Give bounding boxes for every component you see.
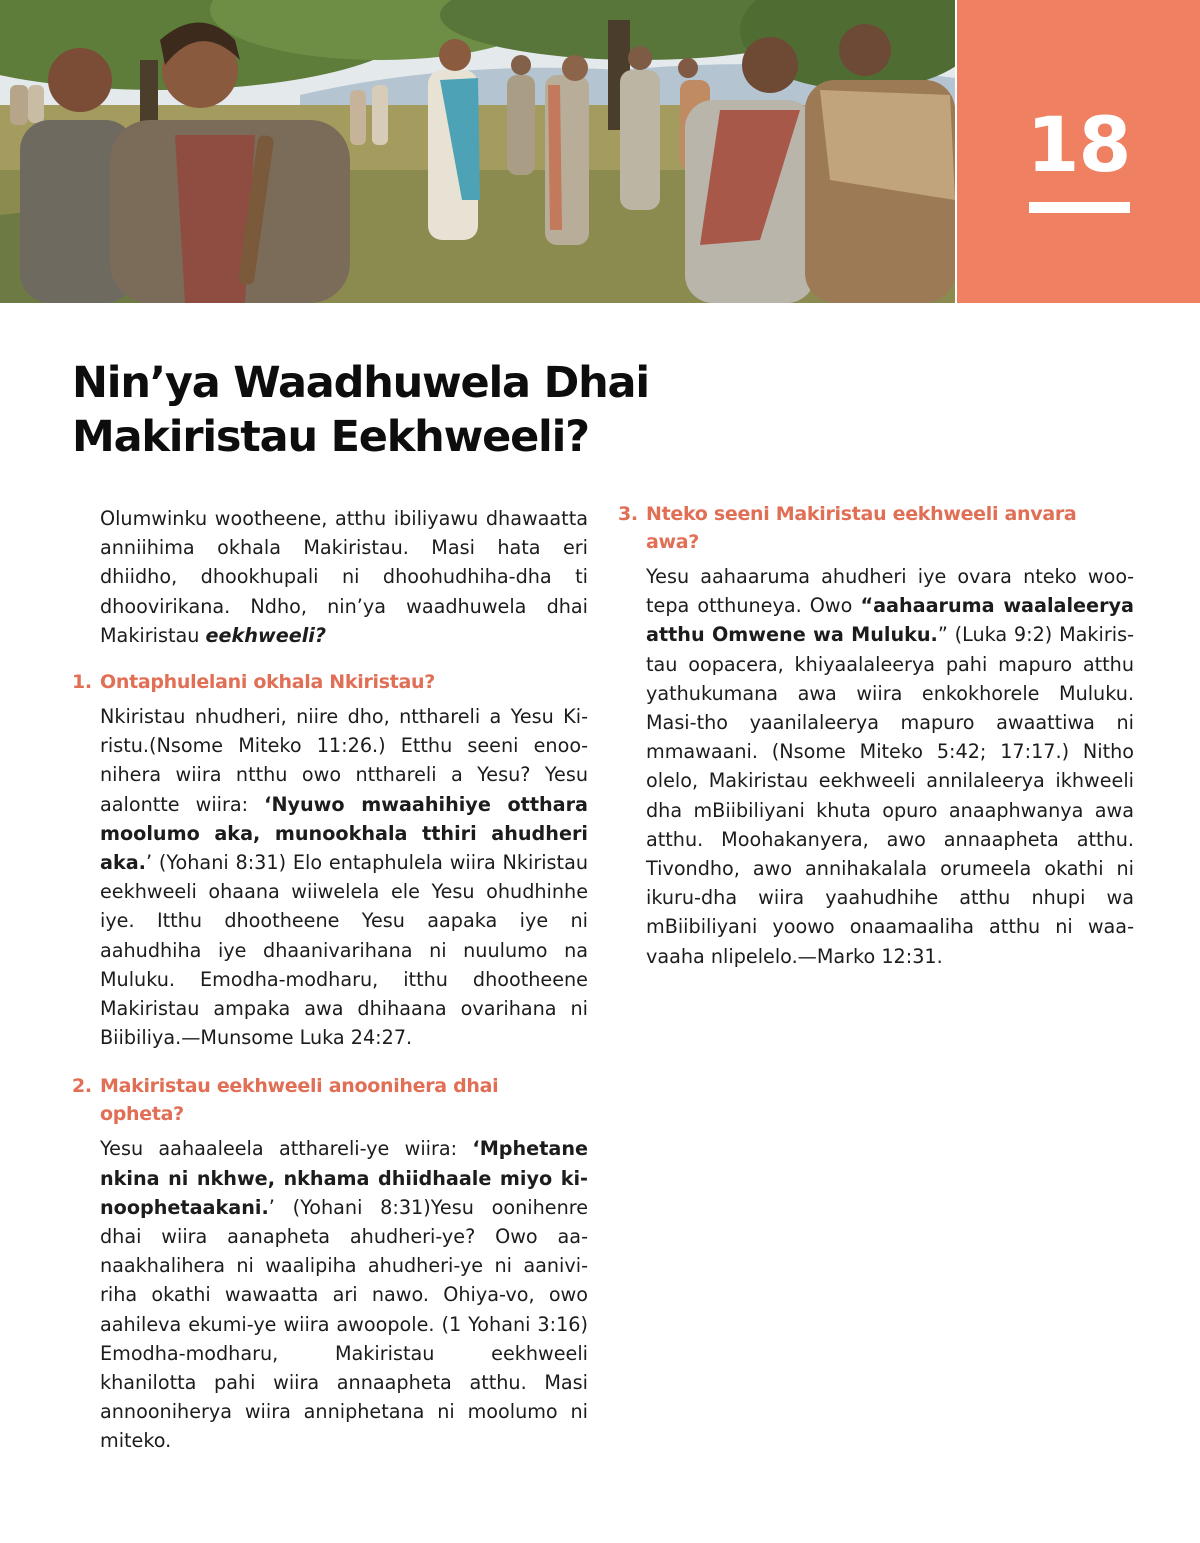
scripture-quote: “aahaaruma waalaleerya atthu Omwene wa Muluku. xyxy=(646,594,1134,647)
title-line-1: Nin’ya Waadhuwela Dhai xyxy=(72,358,649,408)
answer-paragraph xyxy=(100,1134,588,1455)
section-3 xyxy=(618,500,1134,971)
answer-text: Yesu aahaaruma ahudheri iye ovara nteko wootepa otthuneya. Owo xyxy=(646,565,1134,618)
intro-paragraph xyxy=(100,504,588,650)
scripture-quote: ‘Nyuwo mwaahihiye otthara moolumo aka, munookhala tthiri ahudheri aka. xyxy=(100,792,589,875)
answer-text: Yesu aahaaleela atthareli-ye wiira: xyxy=(100,1137,473,1161)
question-text: Makiristau eekhweeli anoonihera dhai opheta? xyxy=(100,1075,499,1126)
question-number: 1. xyxy=(72,671,92,694)
question-heading xyxy=(72,1072,588,1128)
answer-paragraph xyxy=(646,562,1134,971)
answer-text: ’ (Yohani 8:31) Elo entaphulela wiira Nkiristau eekhweeli ohaana wiiwelela ele Yesu ohudhinhe iye. Itthu dhootheene Yesu aapaka iye ni aahudhiha iye dhaanivarihana ni nuulumo na Muluku. Emodha-modharu, itthu dhootheene Makiristau ampaka awa dhihaana ovarihana ni Biibiliya.—Munsome Luka 24:27. xyxy=(100,851,588,1050)
right-column xyxy=(618,500,1134,991)
page-title xyxy=(72,356,772,464)
question-heading xyxy=(72,668,588,696)
section-2 xyxy=(72,1072,588,1455)
question-heading xyxy=(618,500,1134,556)
chapter-number: 18 xyxy=(1026,100,1131,189)
answer-text: ’ (Yohani 8:31)Yesu oonihenre dhai wiira aanapheta ahudheri-ye? Owo aanaakhalihera ni waalipiha ahudheri-ye ni aaniviriha okathi wawaatta ari nawo. Ohiya-vo, owo aahileva ekumi-ye wiira awoopole. (1 Yohani 3:16) Emodha-modharu, Makiristau eekhweeli khanilotta pahi wiira annaapheta atthu. Masi annooniherya wiira anniphetana ni moolumo ni miteko. xyxy=(100,1195,588,1453)
answer-text: ” (Luka 9:2) Makiristau oopacera, khiyaalaleerya pahi mapuro atthu yathukumana awa wiira enkokhorele Muluku. Masi-tho yaanilaleerya mapuro awaattiwa ni mmawaani. (Nsome Miteko 5:42; 17:17.) Nitho olelo, Makiristau eekhweeli annilaleerya ikhweeli dha mBiibiliyani khuta opuro anaaphwanya awa atthu. Moohakanyera, awo annaapheta atthu. Tivondho, awo annihakalala orumeela okathi ni ikuru-dha wiira yaahudhihe atthu nhupi wa mBiibiliyani yoowo onaamaaliha atthu ni waavaaha nlipelelo.—Marko 12:31. xyxy=(646,623,1135,968)
answer-text: Nkiristau nhudheri, niire dho, ntthareli a Yesu Kiristu.(Nsome Miteko 11:26.) Etthu seeni enoonihera wiira ntthu owo ntthareli a Yesu? Yesu aalontte wiira: xyxy=(100,705,588,816)
chapter-badge xyxy=(957,0,1200,303)
question-text: Nteko seeni Makiristau eekhweeli anvara awa? xyxy=(646,503,1077,553)
intro-text: Olumwinku wootheene, atthu ibiliyawu dhawaatta anniihima okhala Makiristau. Masi hata eri dhiidho, dhookhupali ni dhoohudhiha-dha ti dhoovirikana. Ndho, nin’ya waadhuwela dhai Makiristau xyxy=(100,507,588,647)
question-number: 2. xyxy=(72,1075,92,1098)
answer-paragraph xyxy=(100,702,588,1052)
question-number: 3. xyxy=(618,503,638,525)
title-line-2: Makiristau Eekhweeli? xyxy=(72,412,589,462)
question-text: Ontaphulelani okhala Nkiristau? xyxy=(100,671,436,694)
chapter-underline xyxy=(1029,202,1130,213)
section-1 xyxy=(72,668,588,1052)
hero-illustration xyxy=(0,0,955,303)
intro-emphasis: eekhweeli? xyxy=(205,623,326,647)
scripture-quote: ‘Mphetane nkina ni nkhwe, nkhama dhiidhaale miyo kinoophetaakani. xyxy=(100,1137,588,1219)
left-column xyxy=(72,500,588,1476)
hero-photo xyxy=(0,0,955,303)
